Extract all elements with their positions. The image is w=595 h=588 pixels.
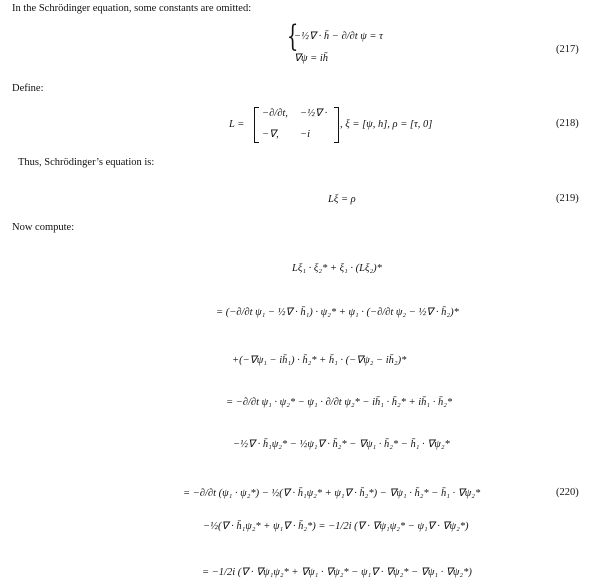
matrix-cell-11: −∂/∂t,	[262, 108, 288, 119]
calc-line-3: +(−∇ψ₁ − ih̄₁) · h̄₂* + h̄₁ · (−∇ψ₂ − ih̄₂)*	[232, 355, 407, 366]
eq217-line1: −½∇ · h̄ − ∂/∂t ψ = τ	[294, 31, 383, 42]
matrix-cell-22: −i	[300, 129, 311, 140]
eq219-number: (219)	[556, 193, 579, 204]
left-brace: {	[286, 19, 299, 54]
eq218-number: (218)	[556, 118, 579, 129]
matrix-left-bracket	[254, 107, 259, 143]
calc-line-1: Lξ₁ · ξ₂* + ξ₁ · (Lξ₂)*	[292, 263, 382, 274]
calc-line-6: = −∂/∂t (ψ₁ · ψ₂*) − ½(∇ · h̄₁ψ₂* + ψ₁∇ · h̄₂*) − ∇ψ₁ · h̄₂* − h̄₁ · ∇ψ₂*	[183, 488, 481, 499]
now-text: Now compute:	[12, 222, 75, 233]
intro-text: In the Schrödinger equation, some constants are omitted:	[12, 3, 252, 14]
eq219-expr: Lξ = ρ	[328, 194, 356, 205]
eq217-number: (217)	[556, 44, 579, 55]
calc-line-5: −½∇ · h̄₁ψ₂* − ½ψ₁∇ · h̄₂* − ∇ψ₁ · h̄₂* − h̄₁ · ∇ψ₂*	[233, 439, 450, 450]
calc-line-2: = (−∂/∂t ψ₁ − ½∇ · h̄₁) · ψ₂* + ψ₁ · (−∂/∂t ψ₂ − ½∇ · h̄₂)*	[216, 307, 459, 318]
calc-line-4: = −∂/∂t ψ₁ · ψ₂* − ψ₁ · ∂/∂t ψ₂* − ih̄₁ · h̄₂* + ih̄₁ · h̄₂*	[226, 397, 453, 408]
calc-line-7: −½(∇ · h̄₁ψ₂* + ψ₁∇ · h̄₂*) = −1/2i (∇ · ∇ψ₁ψ₂* − ψ₁∇ · ∇ψ₂*)	[203, 521, 469, 532]
matrix-right-bracket	[334, 107, 339, 143]
matrix-cell-21: −∇,	[262, 129, 279, 140]
eq220-number: (220)	[556, 487, 579, 498]
eq218-lhs: L =	[229, 119, 245, 130]
eq218-rest: , ξ = [ψ, h], ρ = [τ, 0]	[340, 119, 433, 130]
thus-text: Thus, Schrödinger’s equation is:	[18, 157, 155, 168]
define-text: Define:	[12, 83, 44, 94]
matrix-cell-12: −½∇ ·	[300, 108, 328, 119]
eq217-line2: ∇ψ = ih̄	[294, 53, 329, 64]
calc-line-8: = −1/2i (∇ · ∇ψ₁ψ₂* + ∇ψ₁ · ∇ψ₂* − ψ₁∇ · ∇ψ₂* − ∇ψ₁ · ∇ψ₂*)	[202, 567, 472, 578]
